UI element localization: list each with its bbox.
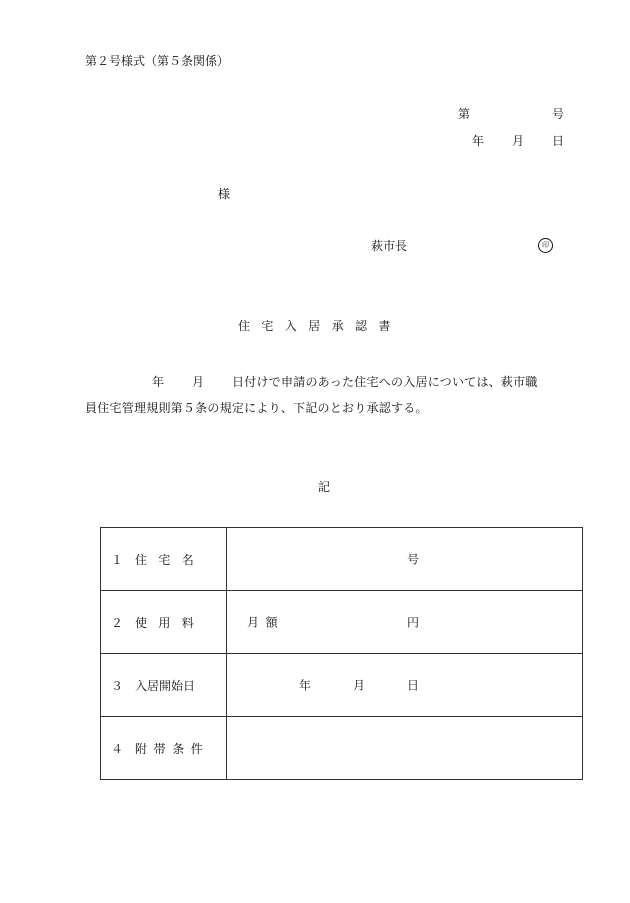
start-year: 年 [299, 678, 312, 693]
row-label-cell [101, 717, 227, 780]
body-line1: 日付けで申請のあった住宅への入居については、萩市職 [232, 375, 538, 389]
addressee-honorific: 様 [218, 187, 231, 201]
doc-number-suffix: 号 [552, 107, 565, 121]
row-value-cell [227, 528, 583, 591]
row-label-cell [101, 528, 227, 591]
ki-heading: 記 [318, 480, 331, 494]
start-day: 日 [407, 678, 420, 693]
row-label-cell [101, 591, 227, 654]
doc-number-prefix: 第 [458, 107, 471, 121]
seal-mark: 印 [538, 238, 553, 253]
row-number: ２ [111, 615, 124, 630]
row-number: ３ [111, 678, 124, 693]
conditions-table [100, 527, 583, 780]
form-number: 第２号様式（第５条関係） [85, 54, 230, 68]
house-number-suffix: 号 [407, 552, 420, 567]
table-row [101, 591, 583, 654]
body-month: 月 [192, 375, 205, 389]
monthly-label: 月額 [247, 615, 285, 630]
date-month: 月 [512, 134, 525, 148]
yen-unit: 円 [407, 615, 420, 630]
row-value-cell [227, 717, 583, 780]
start-month: 月 [353, 678, 366, 693]
date-year: 年 [472, 134, 485, 148]
body-line2: 員住宅管理規則第５条の規定により、下記のとおり承認する。 [85, 401, 428, 415]
row-label: 住宅名 [135, 552, 206, 567]
document-title: 住宅入居承認書 [238, 319, 402, 333]
row-value-cell [227, 591, 583, 654]
table-row [101, 528, 583, 591]
row-value-cell [227, 654, 583, 717]
body-year: 年 [152, 375, 165, 389]
row-number: ４ [111, 741, 124, 756]
date-day: 日 [552, 134, 565, 148]
table-row [101, 654, 583, 717]
row-label: 附帯条件 [135, 741, 210, 756]
issuer-title: 萩市長 [371, 239, 408, 253]
table-row [101, 717, 583, 780]
row-label: 入居開始日 [135, 678, 196, 693]
row-number: １ [111, 552, 124, 567]
row-label-cell [101, 654, 227, 717]
row-label: 使用料 [135, 615, 206, 630]
